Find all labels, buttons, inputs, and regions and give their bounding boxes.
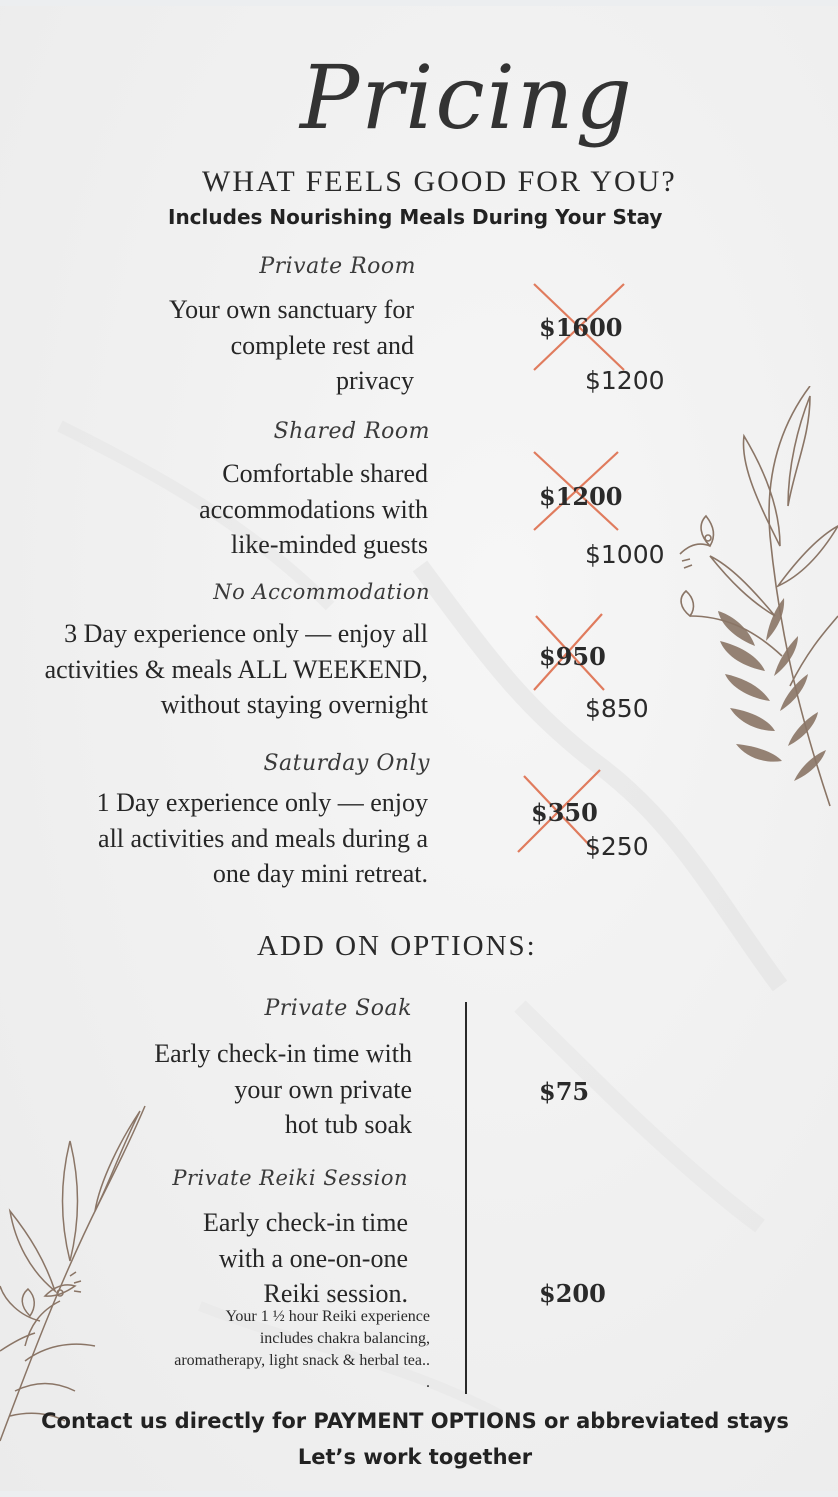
- option-description-saturday-only: [97, 785, 428, 892]
- subtitle: WHAT FEELS GOOD FOR YOU?: [202, 165, 677, 198]
- description-line: hot tub soak: [284, 1110, 412, 1139]
- addon-price-private-soak: $75: [539, 1077, 590, 1106]
- option-description-no-accommodation: [45, 616, 428, 723]
- description-line: 3 Day experience only — enjoy all: [64, 619, 428, 648]
- note-line: includes chakra balancing,: [259, 1330, 430, 1347]
- new-price-saturday-only: $250: [585, 832, 649, 861]
- addon-description-private-soak: [154, 1036, 412, 1143]
- addon-name-private-soak: Private Soak: [264, 996, 412, 1021]
- description-line: with a one-on-one: [218, 1243, 408, 1273]
- note-line: .: [426, 1374, 430, 1391]
- description-line: Your own sanctuary for: [168, 295, 414, 324]
- description-line: all activities and meals during a: [98, 823, 428, 853]
- description-line: Comfortable shared: [222, 459, 428, 488]
- description-line: activities & meals ALL WEEKEND,: [44, 654, 428, 684]
- pricing-script-title: Pricing: [300, 46, 634, 149]
- description-line: privacy: [336, 366, 414, 395]
- footer-contact-line: Contact us directly for PAYMENT OPTIONS or abbreviated stays: [41, 1409, 789, 1433]
- note-line: Your 1 ½ hour Reiki experience: [225, 1308, 430, 1325]
- description-line: complete rest and: [230, 330, 414, 360]
- footer-together-line: Let’s work together: [297, 1445, 533, 1469]
- option-name-no-accommodation: No Accommodation: [213, 580, 430, 604]
- new-price-no-accommodation: $850: [585, 694, 649, 723]
- description-line: Reiki session.: [263, 1279, 408, 1308]
- description-line: one day mini retreat.: [212, 859, 428, 888]
- option-name-private-room: Private Room: [259, 254, 416, 279]
- description-line: 1 Day experience only — enjoy: [96, 788, 428, 817]
- addon-note-reiki-session: [174, 1306, 430, 1394]
- old-price-private-room: $1600: [539, 313, 623, 342]
- description-line: without staying overnight: [160, 690, 428, 719]
- botanical-branch-right: [670, 386, 838, 816]
- addon-price-reiki-session: $200: [539, 1279, 606, 1308]
- botanical-branch-left: [0, 1101, 150, 1451]
- new-price-private-room: $1200: [585, 366, 665, 395]
- note-line: aromatherapy, light snack & herbal tea..: [174, 1352, 430, 1369]
- addons-heading: ADD ON OPTIONS:: [257, 930, 537, 962]
- option-name-shared-room: Shared Room: [273, 419, 430, 444]
- description-line: like-minded guests: [230, 530, 428, 559]
- tagline: Includes Nourishing Meals During Your Stay: [168, 205, 663, 229]
- addon-description-reiki-session: [203, 1205, 408, 1312]
- addons-divider: [465, 1002, 467, 1394]
- old-price-no-accommodation: $950: [539, 642, 606, 671]
- description-line: Early check-in time with: [154, 1039, 412, 1068]
- pricing-card: [0, 6, 838, 1491]
- old-price-shared-room: $1200: [539, 482, 623, 511]
- option-name-saturday-only: Saturday Only: [263, 751, 430, 776]
- description-line: accommodations with: [199, 494, 428, 524]
- new-price-shared-room: $1000: [585, 540, 665, 569]
- old-price-saturday-only: $350: [531, 798, 598, 827]
- option-description-shared-room: [199, 456, 428, 563]
- option-description-private-room: [169, 292, 414, 399]
- description-line: Early check-in time: [202, 1208, 408, 1237]
- addon-name-reiki-session: Private Reiki Session: [172, 1166, 408, 1190]
- description-line: your own private: [234, 1074, 412, 1104]
